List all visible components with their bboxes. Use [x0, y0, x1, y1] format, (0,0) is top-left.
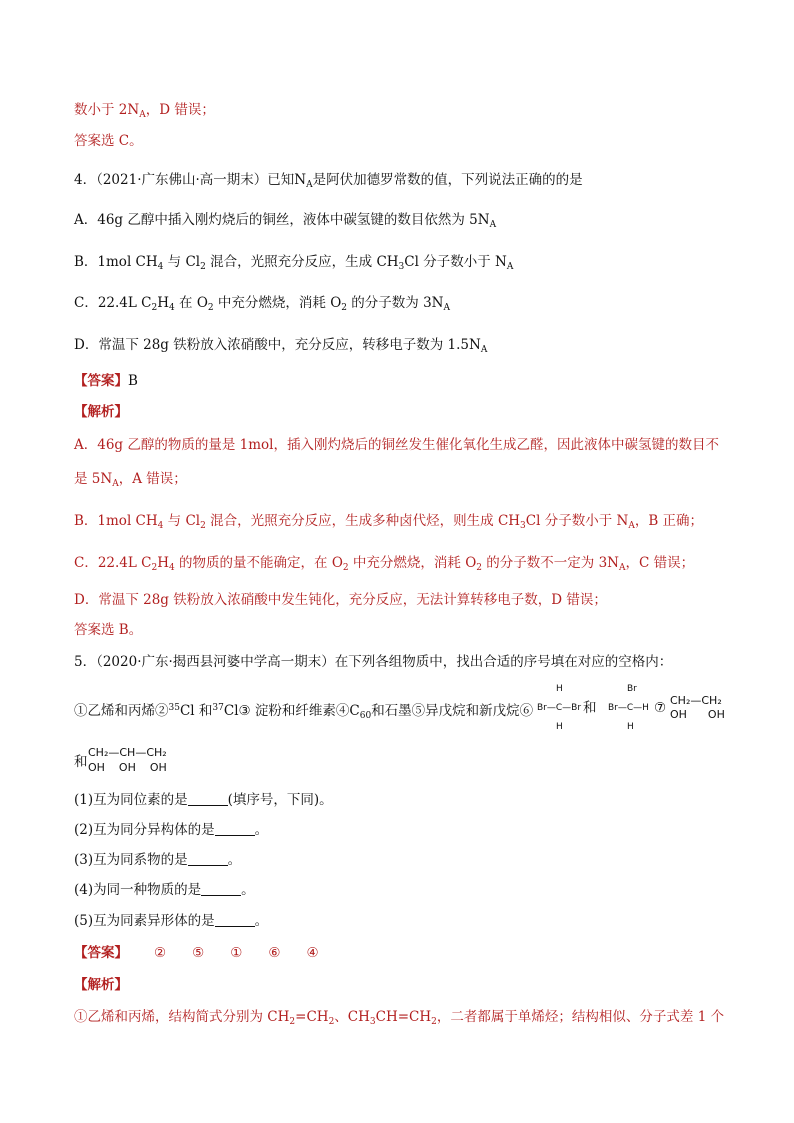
answer-blank[interactable]: [201, 881, 241, 896]
q4-explain-b: [74, 511, 703, 536]
mol1-top: H: [556, 684, 563, 694]
q4-explain-a2: [74, 469, 187, 494]
answer-blank[interactable]: [188, 851, 228, 866]
subscript: 2: [200, 521, 206, 531]
answer-value: B: [128, 373, 138, 389]
q4-option-c: [74, 293, 450, 318]
q4-explain-a1: A．46g 乙醇的物质的量是 1mol，插入刚灼烧后的铜丝发生催化氧化生成乙醛，因此液体中碳氢键的数目不: [74, 437, 719, 453]
subscript: 60: [359, 711, 372, 721]
answer-value: ④: [306, 945, 319, 961]
subscript: 2: [341, 303, 348, 313]
text: 的物质的量不能确定，在 O: [174, 555, 343, 571]
q5-items: [74, 698, 533, 726]
text: CH=CH: [375, 1009, 432, 1025]
text: Cl 分子数小于 N: [525, 513, 629, 529]
text: Cl 分子数小于 N: [404, 254, 507, 270]
text: ①乙烯和丙烯②: [74, 703, 169, 719]
text: C．22.4L C: [74, 555, 152, 571]
superscript: 35: [168, 703, 180, 713]
text: ，C 错误；: [625, 555, 695, 571]
mol2-mid: Br—C—H: [608, 703, 649, 713]
mol1-bot: H: [556, 722, 563, 732]
text: Cl③ 淀粉和纤维素④C: [223, 703, 360, 719]
q5-analysis-label: 【解析】: [74, 977, 128, 993]
text: 与 Cl: [163, 513, 201, 529]
subscript: A: [628, 521, 635, 531]
answer-value: ②: [154, 945, 167, 961]
mol4-top: CH₂—CH—CH₂: [88, 746, 167, 759]
text: ，B 正确；: [634, 513, 704, 529]
q4-option-b: [74, 252, 513, 277]
text: 是 5N: [74, 471, 113, 487]
subscript: 2: [207, 303, 214, 313]
mol4-bot: OH OH OH: [88, 761, 167, 774]
subscript: 3: [398, 262, 405, 272]
q5-stem: 5．（2020·广东·揭西县河婆中学高一期末）在下列各组物质中，找出合适的序号填在对应的空格内：: [74, 654, 673, 670]
subscript: 2: [431, 1017, 437, 1027]
subscript: A: [506, 262, 514, 272]
subscript: 4: [157, 262, 164, 272]
text: 的分子数不一定为 3N: [482, 555, 619, 571]
q5-sub3: [74, 850, 241, 870]
subscript: 2: [151, 303, 158, 313]
text: 中充分燃烧，消耗 O: [348, 555, 477, 571]
text: =CH: [295, 1009, 329, 1025]
q5-seven: ⑦: [654, 700, 667, 716]
text: 与 Cl: [163, 254, 201, 270]
mol2-bot: H: [627, 722, 634, 732]
q4-analysis-label: 【解析】: [74, 404, 128, 420]
q4-conclusion: 答案选 B。: [74, 622, 143, 638]
q5-and-2: 和: [74, 754, 88, 770]
mol1-mid: Br—C—Br: [537, 703, 582, 713]
text: (2)互为同分异构体的是: [74, 822, 215, 838]
subscript: 4: [169, 303, 175, 313]
text: 是阿伏加德罗常数的值，下列说法正确的的是: [312, 172, 583, 188]
text: A．46g 乙醇中插入刚灼烧后的铜丝，液体中碳氢键的数目依然为 5N: [74, 212, 490, 228]
mol3-top: CH₂—CH₂: [670, 694, 722, 707]
answer-blank[interactable]: [215, 821, 255, 836]
text: 在 O: [174, 295, 208, 311]
text: 。: [254, 913, 269, 929]
q4-option-a: [74, 210, 496, 235]
q4-answer: [74, 371, 138, 391]
text: 。: [254, 822, 269, 838]
text: ，A 错误；: [118, 471, 187, 487]
q4-stem: [74, 170, 583, 195]
text: 数小于 2N: [74, 102, 140, 118]
subscript: 2: [151, 563, 158, 573]
q5-sub1: [74, 790, 333, 810]
q5-sub4: [74, 880, 255, 900]
text: Cl 和: [179, 703, 213, 719]
subscript: 2: [289, 1017, 296, 1027]
text: 中充分燃烧，消耗 O: [213, 295, 342, 311]
q4-explain-c: [74, 553, 694, 578]
prev-conclusion-line: [74, 100, 215, 125]
subscript: A: [619, 563, 626, 573]
text: 的分子数为 3N: [347, 295, 444, 311]
subscript: 3: [520, 521, 526, 531]
answer-value: ⑥: [268, 945, 281, 961]
text: 、CH: [334, 1009, 370, 1025]
text: ，D 错误；: [145, 102, 215, 118]
text: 。: [241, 882, 255, 898]
subscript: 4: [169, 563, 175, 573]
subscript: 2: [342, 563, 349, 573]
text: 4．（2021·广东佛山·高一期末）已知N: [74, 172, 307, 188]
text: H: [157, 555, 169, 571]
answer-label: 【答案】: [74, 945, 128, 961]
mol2-top: Br: [627, 684, 637, 694]
text: H: [157, 295, 169, 311]
subscript: 4: [157, 521, 164, 531]
answer-blank[interactable]: [188, 791, 228, 806]
text: (填序号，下同)。: [227, 792, 333, 808]
text: ①乙烯和丙烯，结构简式分别为 CH: [74, 1009, 290, 1025]
q5-answer: [74, 943, 319, 963]
subscript: A: [112, 479, 119, 489]
q5-explain-1: [74, 1007, 724, 1032]
text: 和石墨⑤异戊烷和新戊烷⑥: [371, 703, 534, 719]
text: B．1mol CH: [74, 254, 158, 270]
text: (4)为同一种物质的是: [74, 882, 202, 898]
subscript: 2: [476, 563, 483, 573]
subscript: A: [489, 220, 497, 230]
text: (1)互为同位素的是: [74, 792, 188, 808]
text: (5)互为同素异形体的是: [74, 913, 215, 929]
subscript: A: [480, 345, 488, 355]
q4-explain-d: D．常温下 28g 铁粉放入浓硝酸中发生钝化，充分反应，无法计算转移电子数，D 错误；: [74, 592, 607, 608]
q5-sub5: [74, 911, 268, 931]
text: (3)互为同系物的是: [74, 852, 188, 868]
superscript: 37: [212, 703, 224, 713]
text: 混合，光照充分反应，生成 CH: [205, 254, 399, 270]
text: 。: [227, 852, 242, 868]
text: ，二者都属于单烯烃；结构相似、分子式差 1 个: [436, 1009, 725, 1025]
text: 混合，光照充分反应，生成多种卤代烃，则生成 CH: [205, 513, 521, 529]
q5-and-1: 和: [583, 700, 597, 716]
answer-value: ①: [230, 945, 243, 961]
q5-sub2: [74, 820, 268, 840]
prev-answer-line: 答案选 C。: [74, 133, 143, 149]
subscript: A: [306, 180, 313, 190]
q4-option-d: [74, 335, 487, 360]
text: B．1mol CH: [74, 513, 158, 529]
answer-label: 【答案】: [74, 373, 128, 389]
subscript: A: [139, 110, 146, 120]
answer-blank[interactable]: [215, 912, 255, 927]
subscript: 2: [200, 262, 206, 272]
text: C．22.4L C: [74, 295, 152, 311]
subscript: 3: [369, 1017, 376, 1027]
subscript: A: [443, 303, 450, 313]
mol3-bot: OH OH: [670, 708, 725, 721]
subscript: 2: [328, 1017, 335, 1027]
answer-value: ⑤: [192, 945, 205, 961]
text: D．常温下 28g 铁粉放入浓硝酸中，充分反应，转移电子数为 1.5N: [74, 337, 481, 353]
